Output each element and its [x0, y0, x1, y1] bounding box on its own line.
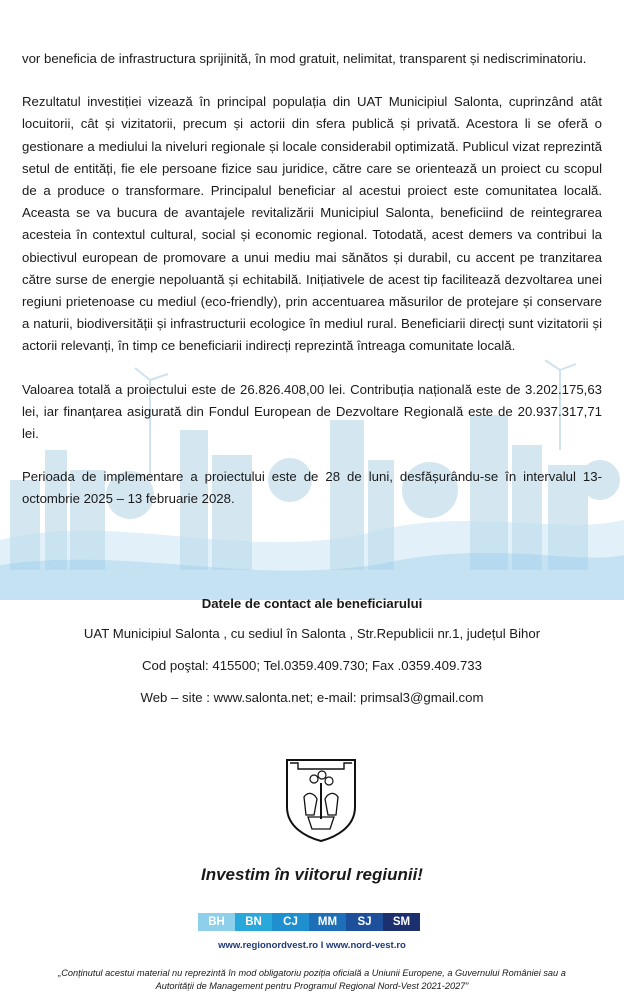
- region-bn: BN: [235, 913, 272, 931]
- paragraph-implementation-period: Perioada de implementare a proiectului este de 28 de luni, desfășurându-se în intervalul 13-octombrie 2025 – 13 februarie 2028.: [22, 469, 602, 507]
- footer-slogan: Investim în viitorul regiunii!: [201, 865, 423, 884]
- footer-web-links[interactable]: www.regionordvest.ro I www.nord-vest.ro: [218, 940, 406, 951]
- paragraph-project-value: Valoarea totală a proiectului este de 26.826.408,00 lei. Contribuția națională este de 3.202.175,63 lei, iar finanțarea asigurată din Fondul European de Dezvoltare Regională este de 20.937.317,71 lei.: [22, 381, 602, 442]
- contact-heading: Datele de contact ale beneficiarului: [201, 596, 423, 611]
- region-sj: SJ: [346, 913, 383, 931]
- region-sm: SM: [383, 913, 420, 931]
- contact-address: UAT Municipiul Salonta , cu sediul în Salonta , Str.Republicii nr.1, județul Bihor: [83, 626, 541, 641]
- contact-phone: Cod poştal: 415500; Tel.0359.409.730; Fax .0359.409.733: [142, 658, 482, 673]
- region-bh: BH: [198, 913, 235, 931]
- region-cj: CJ: [272, 913, 309, 931]
- footer-disclaimer: „Conținutul acestui material nu reprezintă în mod obligatoriu poziția oficială a Uniunii Europene, a Guvernului României sau a Autorității de Management pentru Programul Regional Nord-Vest 2021-2027”: [58, 968, 566, 991]
- main-text: [22, 48, 602, 511]
- region-mm: MM: [309, 913, 346, 931]
- paragraph-beneficiaries: vor beneficia de infrastructura sprijinită, în mod gratuit, nelimitat, transparent și nediscriminatoriu.: [22, 51, 587, 66]
- paragraph-investment-result: Rezultatul investiției vizează în principal populația din UAT Municipiul Salonta, cuprinzând atât locuitorii, cât și vizitatorii, precum și actorii din sfera publică și privată. Acestora li se oferă o gestionare a mediului la niveluri regionale și locale considerabil optimizată. Publicul vizat reprezintă setul de entități, fie ele persoane fizice sau juridice, către care se orientează un proiect cu scopul de a produce o transformare. Principalul beneficiar al acestui proiect este comunitatea locală. Aceasta se va bucura de avantajele revitalizării Municipiul Salonta, beneficiind de reintegrarea acesteia în contextul cultural, social și economic regional. Totodată, acest demers va contribui la obiectivul european de promovare a unui mediu mai sănătos și durabil, cu accent pe tranzitarea către surse de energie nepoluantă și echitabilă. Inițiativele de acest tip facilitează dezvoltarea unei regiuni prietenoase cu mediul (eco-friendly), prin accentuarea măsurilor de protejare și conservare a naturii, biodiversității și infrastructurii ecologice în mediul rural. Beneficiarii direcți sunt vizitatorii și actorii relevanți, în timp ce beneficiarii indirecți reprezintă întreaga comunitate locală.: [22, 94, 602, 354]
- region-codes-bar: [198, 913, 420, 931]
- salonta-coat-of-arms-icon: [284, 757, 358, 843]
- contact-web-email: Web – site : www.salonta.net; e-mail: primsal3@gmail.com: [140, 690, 484, 705]
